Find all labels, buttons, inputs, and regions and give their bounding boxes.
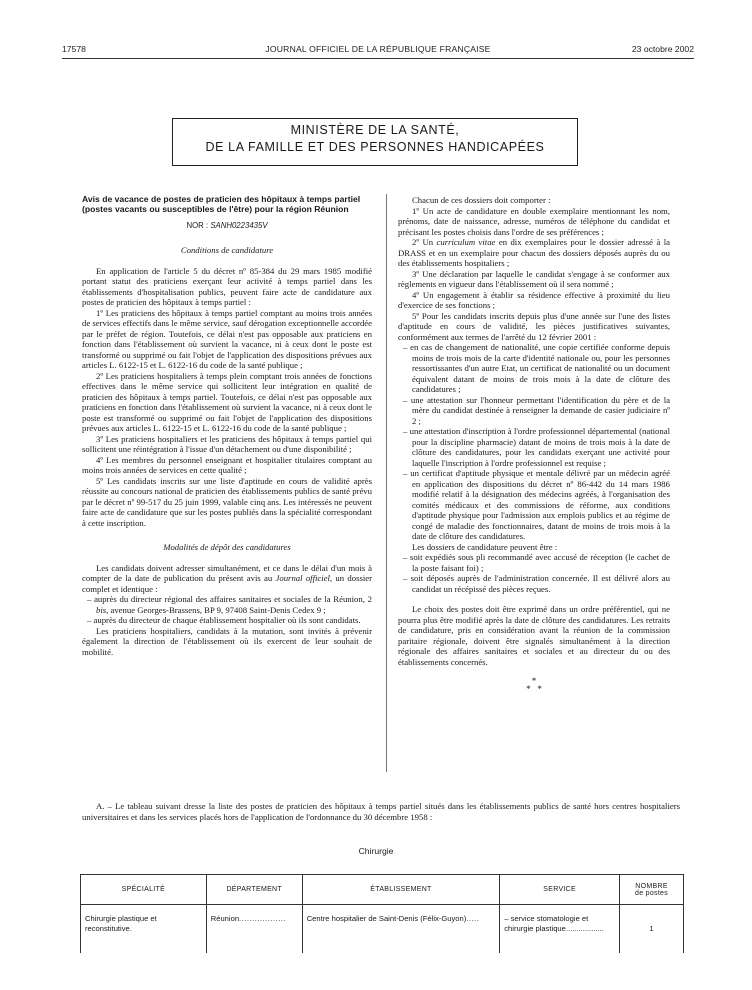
paragraph: 4º Un engagement à établir sa résidence effective à proximité du lieu d'exercice de ses fonctions ; [398,289,670,310]
section-separator [398,677,670,693]
text-span: en dix exemplaires pour le dossier adressé à la DRASS et en un exemplaire pour chacun des dossiers déposés auprès du ou des établissements hospitaliers ; [398,237,670,268]
column-header-nombre [620,875,684,905]
dot-leader: .................. [565,924,604,933]
dot-leader: ..... [466,914,480,923]
bis-italic: bis [96,604,107,615]
column-header-service: SERVICE [500,875,620,905]
list-item: – auprès du directeur de chaque établissement hospitalier où ils sont candidats. [87,615,361,626]
cell-nombre: 1 [620,905,684,953]
list-item [82,594,372,615]
paragraph [82,563,372,595]
list-item: – une attestation d'inscription à l'ordre professionnel départemental (national pour la discipline pharmacie) datant de moins de trois mois à la date de clôture des candidatures, pour les candidats exerçant une activité pour laquelle l'inscription à l'ordre professionnel est requise ; [403,426,670,468]
table-caption: Chirurgie [358,846,394,856]
dot-leader: .................. [239,914,287,923]
column-header-etablissement: ÉTABLISSEMENT [302,875,500,905]
header-text: NOMBRE [635,882,668,890]
page-number: 17578 [62,44,86,54]
paragraph: 5º Pour les candidats inscrits depuis plus d'une année sur l'une des listes d'aptitude en cours de validité, les pièces justificatives suivantes, conformément aux termes de l'arrêté du 12 février 2001 : [398,310,670,342]
ministry-line-2: DE LA FAMILLE ET DES PERSONNES HANDICAPÉES [205,140,545,154]
cell-specialite: Chirurgie plastique et reconstitutive. [81,905,207,953]
paragraph: 5º Les candidats inscrits sur une liste d'aptitude en cours de validité après réussite au concours national de praticien des établissements publics de santé prévu par le décret nº 99-517 du 25 juin 1999, valable cinq ans. Les intéressés ne peuvent faire acte de candidature que sur les postes publiés dans la spécialité correspondant à cette inscription. [82,475,372,528]
list-item: – un certificat d'aptitude physique et mentale délivré par un médecin agréé en application des dispositions du décret nº 86-442 du 14 mars 1986 modifié relatif à la désignation des médecins agréés, à l'organisation des comités médicaux et des commissions de réforme, aux conditions d'aptitude physique pour l'admission aux emplois publics et au régime de congé de maladie des fonctionnaires, datant de moins de trois mois à la date de clôture des candidatures. [403,468,670,541]
paragraph: Les praticiens hospitaliers, candidats à la mutation, sont invités à prévenir également la direction de l'établissement où ils exercent de leur souhait de mobilité. [82,625,372,657]
paragraph: 1º Un acte de candidature en double exemplaire mentionnant les nom, prénoms, date de naissance, adresse, numéros de téléphone du candidat et précisant les postes choisis dans l'ordre de ses préférences ; [398,205,670,237]
cell-departement [206,905,302,953]
paragraph: En application de l'article 5 du décret nº 85-384 du 29 mars 1985 modifié portant statut des praticiens exerçant leur activité à temps partiel dans les établissements d'hospitalisation publics, peuvent faire acte de candidature aux postes de praticien des hôpitaux à temps partiel : [82,265,372,308]
text-span: – auprès du directeur régional des affaires sanitaires et sociales de la Réunion, 2 [87,594,372,605]
nor-label: NOR : [186,220,209,230]
list-item: – soit expédiés sous pli recommandé avec accusé de réception (le cachet de la poste faisant foi) ; [403,552,670,573]
paragraph: 2º Les praticiens hospitaliers à temps plein comptant trois années de fonctions effectives dans le même service qui sollicitent leur intégration en qualité de praticien des hôpitaux à temps partiel. Toutefois, ce délai n'est pas opposable aux praticiens en fonction dans l'établissement où survient la vacance, ni à ceux dont le poste est transformé ou supprimé ou fait l'objet de l'application des dispositions prévues aux articles L. 6122-15 et L. 6122-16 du code de la santé publique ; [82,370,372,434]
text-span: , avenue Georges-Brassens, BP 9, 97408 Saint-Denis Cedex 9 ; [106,604,326,615]
paragraph: Les dossiers de candidature peuvent être : [412,541,558,552]
journal-officiel-italic: Journal officiel [275,573,330,584]
separator-stars: * * [526,684,542,694]
list-item: – soit déposés auprès de l'administration concernée. Il est délivré alors au candidat un récépissé des pièces reçues. [403,573,670,594]
cv-italic: curriculum vitae [436,237,496,247]
modalites-heading: Modalités de dépôt des candidatures [163,542,291,553]
left-column [82,194,372,657]
paragraph: Le choix des postes doit être exprimé dans un ordre préférentiel, qui ne pourra plus être modifié après la date de clôture des candidatures. Les retraits de candidature, pris en considération avant la réunion de la commission paritaire régionale, doivent être signalés simultanément à la direction régionale des affaires sanitaires et sociales et au directeur du ou des établissements concernés. [398,604,670,667]
table-row [81,905,684,953]
cell-service [500,905,620,953]
nor-reference [82,221,372,232]
table-header-row [81,875,684,905]
cell-text: Réunion [210,914,240,923]
notice-title: Avis de vacance de postes de praticien des hôpitaux à temps partiel (postes vacants ou susceptibles de l'être) pour la région Réunion [82,194,361,215]
publication-date: 23 octobre 2002 [631,44,694,54]
table-introduction: A. – Le tableau suivant dresse la liste des postes de praticien des hôpitaux à temps partiel situés dans les établissements publics de santé hors centres hospitaliers universitaires et dans les services placés hors de l'application de l'ordonnance du 30 décembre 1958 : [82,801,680,822]
paragraph: 1º Les praticiens des hôpitaux à temps partiel comptant au moins trois années de services effectifs dans le même service, sauf dérogation exceptionnelle accordée par le préfet de région. Toutefois, ce délai n'est pas opposable aux praticiens en fonction dans l'établissement où survient la vacance, ni à ceux dont le poste est transformé ou supprimé ou fait l'objet de l'application des dispositions prévues aux articles L. 6122-15 et L. 6122-16 du code de la santé publique ; [82,307,372,371]
paragraph: Chacun de ces dossiers doit comporter : [412,195,551,205]
paragraph: 4º Les membres du personnel enseignant et hospitalier titulaires comptant au moins trois années de services en cette qualité ; [82,454,372,476]
header-rule [62,58,694,59]
ministry-box [172,118,578,166]
conditions-heading: Conditions de candidature [180,245,274,256]
header-text: de postes [635,889,669,897]
separator-star: * [531,676,537,686]
spacer [398,594,670,604]
posts-table [80,874,684,953]
cell-text: – service stomatologie et [504,914,589,923]
column-header-specialite: SPÉCIALITÉ [81,875,207,905]
paragraph: 3º Les praticiens hospitaliers et les praticiens des hôpitaux à temps partiel qui sollicitent une réintégration à l'issue d'un détachement ou d'une disponibilité ; [82,433,372,455]
paragraph [398,237,670,269]
column-divider [386,194,387,772]
text-span: , un dossier complet et identique : [82,573,372,594]
cell-text: chirurgie plastique [504,924,566,933]
right-column [398,195,670,693]
paragraph: 3º Une déclaration par laquelle le candidat s'engage à se conformer aux règlements en vigueur dans l'établissement où il sera nommé ; [398,268,670,289]
list-item: – en cas de changement de nationalité, une copie certifiée conforme depuis moins de trois mois de la carte d'identité nationale ou, pour les personnes ressortissantes d'un autre Etat, un certificat de nationalité ou un document équivalent datant de moins de trois mois à la date de clôture des candidatures ; [403,342,670,394]
cell-text: Centre hospitalier de Saint-Denis (Félix-Guyon) [306,914,467,923]
text-span: Les candidats doivent adresser simultanément, et ce dans le délai d'un mois à compter de la date de publication du présent avis au [82,562,372,584]
cell-etablissement [302,905,500,953]
column-header-departement: DÉPARTEMENT [206,875,302,905]
journal-title: JOURNAL OFFICIEL DE LA RÉPUBLIQUE FRANÇAISE [265,44,491,54]
nor-code: SANH0223435V [210,220,268,230]
list-item: – une attestation sur l'honneur permettant l'identification du père et de la mère du candidat destinée à renseigner la demande de casier judiciaire nº 2 ; [403,394,670,426]
text-span: 2º Un [412,237,437,247]
ministry-line-1: MINISTÈRE DE LA SANTÉ, [290,123,460,137]
